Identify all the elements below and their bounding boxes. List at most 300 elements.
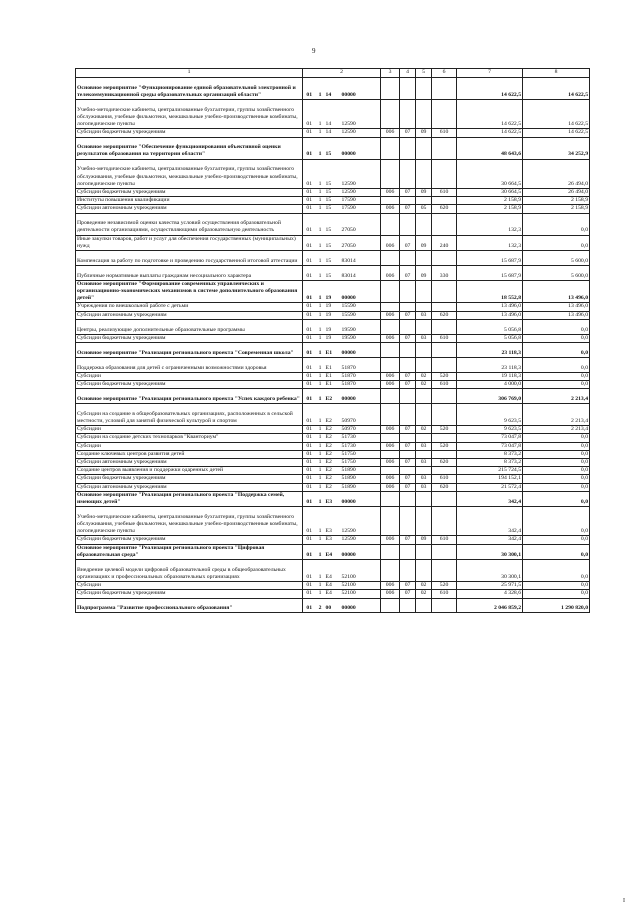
cell-p1: 01 [303,389,316,404]
table-row [76,235,590,250]
table-row [76,467,590,475]
table-row [76,442,590,450]
cell-p1: 01 [303,450,316,458]
cell-p2: 1 [316,560,325,582]
cell-c4 [400,598,416,613]
page-number: 9 [312,47,316,55]
table-row [76,491,590,506]
cell-c5 [416,197,432,205]
cell-p3: E4 [325,544,341,559]
cell-c4: 07 [400,188,416,196]
cell-c3 [381,78,400,100]
table-row [76,404,590,426]
table-row [76,544,590,559]
cell-c6 [432,197,457,205]
cell-p3: 15 [325,137,341,159]
table-row [76,560,590,582]
cell-p2: 1 [316,213,325,235]
cell-p1: 01 [303,78,316,100]
cell-p3: 15 [325,188,341,196]
cell-code: 83014 [341,251,381,266]
table-row [76,450,590,458]
cell-p3: E1 [325,372,341,380]
cell-code: 19590 [341,319,381,334]
cell-c6 [432,450,457,458]
cell-c3 [381,434,400,442]
cell-c6: 610 [432,334,457,342]
cell-c4: 07 [400,475,416,483]
cell-c4 [400,507,416,536]
cell-c7: 14 622,5 [457,129,523,137]
cell-code: 51890 [341,467,381,475]
cell-c7: 15 687,9 [457,265,523,280]
cell-p3: 15 [325,235,341,250]
cell-c4 [400,544,416,559]
cell-c3 [381,491,400,506]
cell-c3 [381,467,400,475]
cell-c8: 0,0 [523,467,590,475]
cell-p1: 01 [303,475,316,483]
cell-c5: 03 [416,311,432,319]
cell-p2: 1 [316,235,325,250]
cell-p3: E1 [325,380,341,388]
table-row [76,598,590,613]
cell-c7: 5 056,8 [457,334,523,342]
cell-p2: 1 [316,544,325,559]
cell-c5 [416,78,432,100]
cell-p3: 15 [325,251,341,266]
cell-code: 19590 [341,334,381,342]
cell-c8: 14 622,5 [523,129,590,137]
cell-name: Проведение независимой оценки качества условий осуществления образовательной деятельности организациями, осуществляющими образовательную деятельность [76,213,303,235]
cell-c5: 02 [416,590,432,598]
cell-p2: 1 [316,319,325,334]
cell-c4: 07 [400,536,416,544]
cell-name: Создание центров выявления и поддержки одаренных детей [76,467,303,475]
cell-p1: 01 [303,137,316,159]
cell-c6: 610 [432,188,457,196]
cell-code: 00000 [341,137,381,159]
cell-c5 [416,213,432,235]
cell-c7: 194 152,1 [457,475,523,483]
cell-p2: 1 [316,458,325,466]
cell-c8: 0,0 [523,434,590,442]
cell-c3 [381,560,400,582]
cell-name: Субсидии бюджетным учреждениям [76,475,303,483]
cell-c5 [416,450,432,458]
cell-p3: 15 [325,159,341,188]
cell-c7: 15 687,9 [457,251,523,266]
cell-name: Субсидии бюджетным учреждениям [76,334,303,342]
cell-c4 [400,251,416,266]
cell-p1: 01 [303,491,316,506]
cell-c3 [381,251,400,266]
cell-c6: 610 [432,536,457,544]
cell-p1: 01 [303,442,316,450]
cell-c6 [432,507,457,536]
cell-c3: 006 [381,265,400,280]
cell-p2: 2 [316,598,325,613]
cell-c3: 006 [381,334,400,342]
cell-name: Субсидии бюджетным учреждениям [76,536,303,544]
cell-c3: 006 [381,590,400,598]
cell-c8: 2 158,9 [523,197,590,205]
cell-c4 [400,78,416,100]
cell-c5: 03 [416,458,432,466]
cell-name: Субсидии автономным учреждениям [76,483,303,491]
cell-p2: 1 [316,491,325,506]
cell-c5 [416,251,432,266]
cell-c3: 006 [381,458,400,466]
cell-p2: 1 [316,372,325,380]
cell-c7: 19 118,3 [457,372,523,380]
header-cell-5: 5 [416,69,432,78]
cell-p2: 1 [316,159,325,188]
cell-c8: 0,0 [523,507,590,536]
cell-code: 15590 [341,303,381,311]
cell-c4 [400,342,416,357]
cell-c4 [400,319,416,334]
cell-c6 [432,213,457,235]
table-row [76,205,590,213]
cell-c8: 2 213,4 [523,389,590,404]
cell-c5: 09 [416,536,432,544]
cell-p1: 01 [303,536,316,544]
cell-code: 51870 [341,380,381,388]
cell-code: 00000 [341,389,381,404]
cell-code: 12590 [341,129,381,137]
cell-code: 83014 [341,265,381,280]
cell-code: 51870 [341,357,381,372]
cell-c4: 07 [400,380,416,388]
cell-c6: 520 [432,372,457,380]
cell-c8: 13 496,0 [523,311,590,319]
cell-c4: 07 [400,483,416,491]
cell-c4 [400,467,416,475]
cell-c6 [432,491,457,506]
header-cell-2: 2 [303,69,381,78]
cell-code: 27050 [341,213,381,235]
cell-c4: 07 [400,458,416,466]
cell-p2: 1 [316,100,325,129]
cell-c5: 02 [416,426,432,434]
cell-c5: 02 [416,582,432,590]
cell-p1: 01 [303,404,316,426]
cell-code: 00000 [341,491,381,506]
cell-c5 [416,389,432,404]
cell-c6: 240 [432,235,457,250]
cell-p2: 1 [316,380,325,388]
cell-c8: 0,0 [523,380,590,388]
cell-c7: 4 000,0 [457,380,523,388]
cell-c8: 0,0 [523,536,590,544]
table-row [76,434,590,442]
cell-c4: 07 [400,129,416,137]
cell-c6: 610 [432,129,457,137]
cell-name: Основное мероприятие "Реализация регионального проекта "Современная школа" [76,342,303,357]
cell-c3: 006 [381,442,400,450]
cell-p2: 1 [316,475,325,483]
cell-c7: 4 328,6 [457,590,523,598]
cell-c4 [400,491,416,506]
cell-c4: 07 [400,582,416,590]
cell-c6: 610 [432,380,457,388]
table-row [76,389,590,404]
table-row [76,100,590,129]
cell-c3 [381,404,400,426]
cell-c4 [400,389,416,404]
cell-c6 [432,357,457,372]
cell-p3: 19 [325,311,341,319]
table-row [76,137,590,159]
cell-name: Внедрение целевой модели цифровой образовательной среды в общеобразовательных организациях и профессиональных образовательных организациях [76,560,303,582]
cell-p3: 15 [325,197,341,205]
cell-p2: 1 [316,590,325,598]
cell-code: 15590 [341,311,381,319]
cell-p3: 14 [325,100,341,129]
cell-c6 [432,389,457,404]
cell-p1: 01 [303,265,316,280]
cell-name: Субсидии на создание детских технопарков "Кванториум" [76,434,303,442]
cell-p1: 01 [303,129,316,137]
cell-c6: 620 [432,458,457,466]
cell-p3: E4 [325,560,341,582]
cell-c7: 306 769,0 [457,389,523,404]
cell-c3 [381,213,400,235]
cell-c8: 0,0 [523,450,590,458]
table-row [76,319,590,334]
cell-p3: E3 [325,507,341,536]
cell-c7: 132,3 [457,213,523,235]
cell-p3: E2 [325,467,341,475]
cell-p2: 1 [316,129,325,137]
cell-name: Публичные нормативные выплаты гражданам несоциального характера [76,265,303,280]
table-row [76,426,590,434]
cell-c8: 2 213,4 [523,404,590,426]
cell-p3: E3 [325,536,341,544]
cell-c5: 03 [416,475,432,483]
cell-code: 51750 [341,458,381,466]
cell-p1: 01 [303,380,316,388]
cell-c8: 2 213,4 [523,426,590,434]
cell-c5: 09 [416,265,432,280]
cell-c6 [432,100,457,129]
cell-c7: 9 623,5 [457,426,523,434]
cell-name: Институты повышения квалификации [76,197,303,205]
cell-c8: 0,0 [523,483,590,491]
cell-c4 [400,159,416,188]
cell-c7: 342,4 [457,536,523,544]
cell-p1: 01 [303,334,316,342]
cell-name: Учреждения по внешкольной работе с детьми [76,303,303,311]
cell-c5 [416,598,432,613]
cell-c4: 07 [400,311,416,319]
cell-name: Центры, реализующие дополнительные образовательные программы [76,319,303,334]
cell-p3: E1 [325,342,341,357]
cell-name: Основное мероприятие "Реализация регионального проекта "Поддержка семей, имеющих детей" [76,491,303,506]
cell-c5: 09 [416,129,432,137]
cell-c4: 07 [400,442,416,450]
cell-code: 51890 [341,483,381,491]
cell-name: Субсидии автономным учреждениям [76,205,303,213]
cell-p3: E1 [325,357,341,372]
cell-p3: E2 [325,483,341,491]
cell-c8: 0,0 [523,235,590,250]
cell-c3: 006 [381,188,400,196]
cell-p1: 01 [303,100,316,129]
cell-code: 51730 [341,434,381,442]
cell-code: 12590 [341,536,381,544]
cell-c4: 07 [400,372,416,380]
cell-name: Субсидии бюджетным учреждениям [76,590,303,598]
cell-c4 [400,357,416,372]
cell-c8: 0,0 [523,582,590,590]
cell-p2: 1 [316,197,325,205]
cell-c8: 5 600,0 [523,251,590,266]
cell-p2: 1 [316,78,325,100]
cell-p3: E2 [325,442,341,450]
cell-c6 [432,560,457,582]
cell-p3: 00 [325,598,341,613]
cell-c3 [381,389,400,404]
cell-p2: 1 [316,265,325,280]
header-cell-3: 3 [381,69,400,78]
cell-p1: 01 [303,357,316,372]
budget-table [75,68,590,613]
cell-c4 [400,303,416,311]
cell-c7: 5 056,8 [457,319,523,334]
cell-p1: 01 [303,434,316,442]
cell-c4: 07 [400,205,416,213]
cell-c8: 5 600,0 [523,265,590,280]
cell-c7: 30 664,5 [457,188,523,196]
cell-code: 00000 [341,598,381,613]
cell-p3: 19 [325,280,341,303]
cell-c5: 03 [416,442,432,450]
cell-name: Поддержка образования для детей с ограниченными возможностями здоровья [76,357,303,372]
cell-c3 [381,450,400,458]
cell-c8: 0,0 [523,342,590,357]
cell-c7: 342,4 [457,507,523,536]
cell-c5 [416,303,432,311]
cell-c6: 610 [432,475,457,483]
cell-p3: E2 [325,475,341,483]
cell-p2: 1 [316,303,325,311]
cell-c3 [381,197,400,205]
cell-code: 12590 [341,507,381,536]
cell-p1: 01 [303,159,316,188]
table-row [76,475,590,483]
cell-c6 [432,404,457,426]
cell-p1: 01 [303,188,316,196]
cell-p1: 01 [303,235,316,250]
cell-p2: 1 [316,404,325,426]
cell-code: 12590 [341,100,381,129]
cell-c5 [416,560,432,582]
cell-p2: 1 [316,251,325,266]
cell-name: Учебно-методические кабинеты, централизованные бухгалтерии, группы хозяйственного обслуживания, учебные фильмотеки, межшкольные учебно-производственные комбинаты, логопедические пункты [76,507,303,536]
cell-c8: 2 158,9 [523,205,590,213]
cell-c7: 215 724,5 [457,467,523,475]
cell-c3: 006 [381,235,400,250]
cell-c6: 610 [432,590,457,598]
cell-c8: 13 496,0 [523,280,590,303]
cell-p1: 01 [303,213,316,235]
cell-p1: 01 [303,319,316,334]
cell-p1: 01 [303,544,316,559]
cell-p2: 1 [316,434,325,442]
cell-c7: 30 300,1 [457,544,523,559]
cell-code: 00000 [341,280,381,303]
cell-c7: 30 300,1 [457,560,523,582]
cell-c8: 0,0 [523,442,590,450]
cell-c5 [416,137,432,159]
cell-code: 52100 [341,590,381,598]
cell-p2: 1 [316,483,325,491]
cell-c7: 73 047,8 [457,434,523,442]
table-row [76,380,590,388]
cell-c5 [416,280,432,303]
cell-c3 [381,159,400,188]
cell-p1: 01 [303,280,316,303]
cell-code: 17590 [341,197,381,205]
table-row [76,342,590,357]
table-row [76,590,590,598]
cell-code: 27050 [341,235,381,250]
cell-c6: 620 [432,483,457,491]
cell-c3 [381,319,400,334]
cell-c5: 05 [416,205,432,213]
cell-c4 [400,280,416,303]
cell-code: 12590 [341,159,381,188]
cell-code: 52100 [341,582,381,590]
cell-c5: 02 [416,372,432,380]
cell-c3 [381,342,400,357]
table-row [76,280,590,303]
cell-c6: 330 [432,265,457,280]
cell-p2: 1 [316,188,325,196]
cell-c5: 09 [416,188,432,196]
table-row [76,372,590,380]
cell-name: Основное мероприятие "Функционирование единой образовательной электронной и телекоммуникационной среды образовательных организаций области" [76,78,303,100]
header-cell-6: 6 [432,69,457,78]
cell-p3: 14 [325,129,341,137]
cell-c8: 0,0 [523,590,590,598]
cell-p1: 01 [303,467,316,475]
cell-c3 [381,598,400,613]
cell-c3: 006 [381,205,400,213]
cell-c5 [416,357,432,372]
cell-p1: 01 [303,251,316,266]
cell-c7: 342,4 [457,491,523,506]
cell-p2: 1 [316,357,325,372]
cell-p2: 1 [316,536,325,544]
cell-name: Субсидии [76,582,303,590]
cell-c4 [400,197,416,205]
cell-p2: 1 [316,205,325,213]
cell-c5 [416,491,432,506]
table-row [76,197,590,205]
cell-c7: 2 158,9 [457,197,523,205]
cell-c5: 03 [416,483,432,491]
cell-p1: 01 [303,342,316,357]
cell-c7: 2 158,9 [457,205,523,213]
table-row [76,188,590,196]
cell-c8: 0,0 [523,458,590,466]
cell-p1: 01 [303,372,316,380]
cell-p1: 01 [303,598,316,613]
header-cell-7: 7 [457,69,523,78]
